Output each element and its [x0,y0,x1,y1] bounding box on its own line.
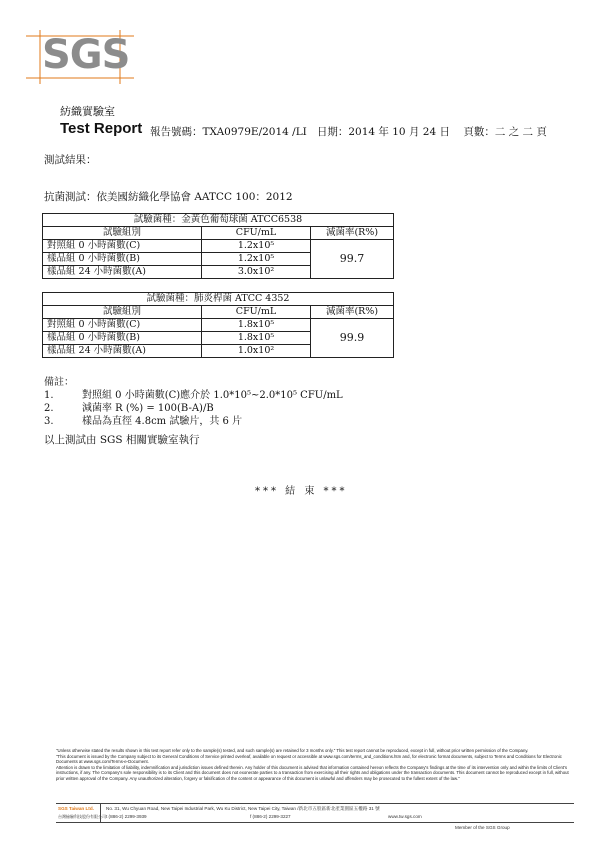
row-group: 樣品組 24 小時菌數(A) [43,266,202,279]
disclaimer-para: "Unless otherwise stated the results shown in this test report refer only to the sample(s) tested, and such sample(s) are retained for 3 months only." This test report cannot be reproduced, except in full, without prior written permission of the Company. [56,748,529,753]
report-meta [150,124,547,139]
report-no: TXA0979E/2014 /LI [202,126,307,138]
results-label: 測試結果： [44,154,97,166]
date-label: 日期： [316,126,349,138]
lab-name: 紡織實驗室 [60,105,115,118]
strain-header: 試驗菌種：肺炎桿菌 ATCC 4352 [43,293,394,306]
sgs-logo [26,30,134,84]
row-cfu: 1.8x10⁵ [202,319,311,332]
col-header-group: 試驗組別 [43,306,202,319]
note-num: 1. [44,390,54,401]
row-group: 樣品組 24 小時菌數(A) [43,345,202,358]
notes-title: 備註： [44,377,74,388]
note-text: 減菌率 R (%) = 100(B-A)/B [82,403,214,414]
reduction-rate: 99.9 [311,319,394,358]
col-header-group: 試驗組別 [43,227,202,240]
performed-by: 以上測試由 SGS 相關實驗室執行 [44,434,200,446]
col-header-rate: 減菌率(R%) [311,306,394,319]
note-item [44,389,343,402]
col-header-cfu: CFU/mL [202,227,311,240]
row-cfu: 1.2x10⁵ [202,240,311,253]
disclaimer [56,748,576,782]
footer-address: No. 31, Wu Chyuan Road, New Taipei Industrial Park, Wu Ku District, New Taipei City, Taiwan /新北市五股區新北產業園區五權路 31 號 [106,806,380,811]
row-group: 對照組 0 小時菌數(C) [43,319,202,332]
footer-top-rule [56,803,574,804]
footer-bottom-rule [56,822,574,823]
row-group: 對照組 0 小時菌數(C) [43,240,202,253]
row-group: 樣品組 0 小時菌數(B) [43,332,202,345]
note-item [44,402,343,415]
footer-web-link[interactable]: www.tw.sgs.com [388,814,422,819]
notes [44,376,343,428]
footer-fax: f (886-2) 2299-3227 [250,814,291,819]
footer-company-cn: 台灣檢驗科技股份有限公司 [58,814,106,819]
footer-divider [100,804,101,822]
note-text: 對照組 0 小時菌數(C)應介於 1.0*10⁵~2.0*10⁵ CFU/mL [82,390,343,401]
reduction-rate: 99.7 [311,240,394,279]
footer-member: Member of the SGS Group [455,825,510,830]
row-cfu: 1.0x10² [202,345,311,358]
row-cfu: 3.0x10² [202,266,311,279]
report-date: 2014 年 10 月 24 日 [348,126,450,138]
logo-text: SGS [42,32,130,78]
footer-company: SGS Taiwan Ltd. [58,806,94,811]
row-cfu: 1.8x10⁵ [202,332,311,345]
col-header-cfu: CFU/mL [202,306,311,319]
report-title: Test Report [60,120,143,137]
col-header-rate: 減菌率(R%) [311,227,394,240]
disclaimer-para: Attention is drawn to the limitation of liability, indemnification and jurisdiction issues defined therein. Any holder of this document is advised that information contained hereon reflects the Company's findings at the time of its intervention only and within the limits of Client's instructions, if any. The Company's sole responsibility is to its Client and this document does not exonerate parties to a transaction from exercising all their rights and obligations under the transaction documents. This document cannot be reproduced except in full, without prior written approval of the Company. Any unauthorized alteration, forgery or falsification of the content or appearance of this document is unlawful and offenders may be prosecuted to the fullest extent of the law." [56,764,569,781]
strain-header: 試驗菌種：金黃色葡萄球菌 ATCC6538 [43,214,394,227]
note-text: 樣品為直徑 4.8cm 試驗片，共 6 片 [82,416,243,427]
row-group: 樣品組 0 小時菌數(B) [43,253,202,266]
note-num: 2. [44,403,54,414]
note-item [44,415,343,428]
disclaimer-para: "This document is issued by the Company subject to its General Conditions of Service printed overleaf, available on request or accessible at www.sgs.com/terms_and_conditions.htm and, for electronic format documents, subject to Terms and Conditions for Electronic Documents at www.sgs.com/Terms-e-Document. [56,753,562,765]
end-mark: *** 結 束 *** [255,486,348,497]
method-line: 抗菌測試：依美國紡織化學協會 AATCC 100：2012 [44,191,293,203]
report-no-label: 報告號碼： [150,126,203,138]
note-num: 3. [44,416,54,427]
pages-value: 二 之 二 頁 [494,126,547,138]
footer-tel: t (886-2) 2299-3939 [106,814,147,819]
results-table-1 [42,213,394,279]
row-cfu: 1.2x10⁵ [202,253,311,266]
pages-label: 頁數： [463,126,495,138]
results-table-2 [42,292,394,358]
